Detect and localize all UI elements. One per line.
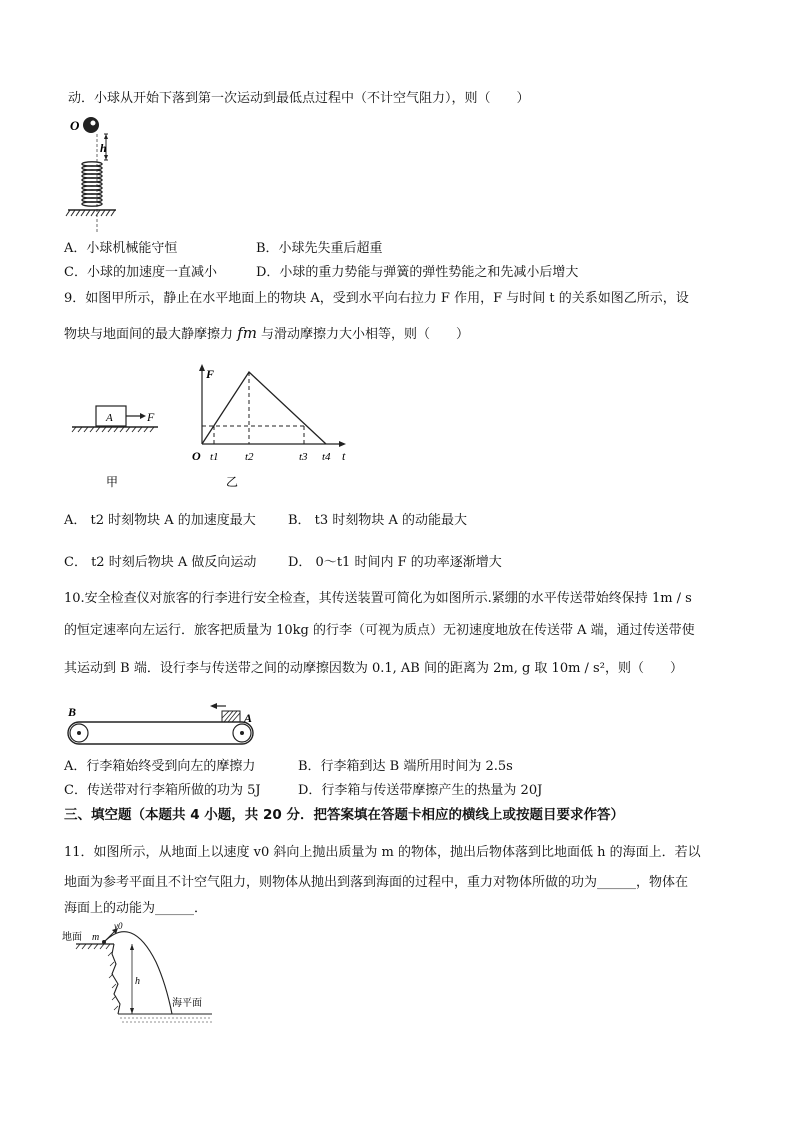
q8-stem-tail: 动．小球从开始下落到第一次运动到最低点过程中（不计空气阻力），则（ ） <box>68 91 530 106</box>
figure-yi <box>192 364 346 489</box>
figure-jia <box>72 406 158 489</box>
q10-option-b: B．行李箱到达 B 端所用时间为 2.5s <box>298 759 513 774</box>
svg-text:t4: t4 <box>322 451 331 463</box>
svg-text:地面: 地面 <box>62 932 82 943</box>
q10-line2: 的恒定速率向左运行．旅客把质量为 10kg 的行李（可视为质点）无初速度地放在传送带 A 端，通过传送带使 <box>64 623 695 638</box>
ball <box>83 117 99 133</box>
q9-option-c: C． t2 时刻后物块 A 做反向运动 <box>64 555 257 570</box>
svg-text:海平面: 海平面 <box>172 998 202 1009</box>
q10-conveyor-figure <box>64 698 264 754</box>
svg-text:t: t <box>342 449 346 463</box>
q9-line2 <box>64 324 469 344</box>
q9-line2-fm: fm <box>237 324 257 342</box>
svg-text:乙: 乙 <box>226 475 239 489</box>
q11-cliff-figure <box>62 922 222 1026</box>
q9-option-a: A． t2 时刻物块 A 的加速度最大 <box>64 513 256 528</box>
svg-text:A: A <box>106 412 113 424</box>
section3-heading: 三、填空题（本题共 4 小题，共 20 分．把答案填在答题卡相应的横线上或按题目要求作答） <box>64 807 624 823</box>
q9-line1: 9．如图甲所示，静止在水平地面上的物块 A，受到水平向右拉力 F 作用，F 与时间 t 的关系如图乙所示，设 <box>64 291 689 306</box>
svg-text:v0: v0 <box>114 922 123 931</box>
q11-line1: 11．如图所示，从地面上以速度 v0 斜向上抛出质量为 m 的物体，抛出后物体落到比地面低 h 的海面上．若以 <box>64 845 701 860</box>
q8-option-b: B．小球先失重后超重 <box>256 241 383 256</box>
q8-spring-figure <box>64 112 134 232</box>
q11-line3: 海面上的动能为______． <box>64 901 208 916</box>
q10-option-d: D．行李箱与传送带摩擦产生的热量为 20J <box>298 783 543 798</box>
q9-option-d: D． 0～t1 时间内 F 的功率逐渐增大 <box>288 555 502 570</box>
q10-option-a: A．行李箱始终受到向左的摩擦力 <box>64 759 256 774</box>
svg-text:甲: 甲 <box>106 475 119 489</box>
q10-line3: 其运动到 B 端．设行李与传送带之间的动摩擦因数为 0.1, AB 间的距离为 2m, g 取 10m / s²，则（ ） <box>64 661 683 676</box>
q9-line2-b: 与滑动摩擦力大小相等，则（ ） <box>256 327 470 342</box>
q9-option-b: B． t3 时刻物块 A 的动能最大 <box>288 513 467 528</box>
q9-line2-a: 物块与地面间的最大静摩擦力 <box>64 327 238 342</box>
spring <box>82 162 102 206</box>
svg-text:F: F <box>147 410 155 424</box>
q8-option-d: D．小球的重力势能与弹簧的弹性势能之和先减小后增大 <box>256 265 579 280</box>
svg-text:F: F <box>206 367 215 381</box>
svg-text:h: h <box>135 976 140 987</box>
svg-text:t2: t2 <box>245 451 254 463</box>
q8-option-a: A．小球机械能守恒 <box>64 241 178 256</box>
svg-text:t1: t1 <box>210 451 219 463</box>
q9-figures <box>66 364 366 494</box>
q11-line2: 地面为参考平面且不计空气阻力，则物体从抛出到落到海面的过程中，重力对物体所做的功为______，物体在 <box>64 875 689 890</box>
svg-text:m: m <box>92 932 100 943</box>
svg-text:B: B <box>68 705 77 719</box>
svg-text:A: A <box>244 711 253 725</box>
q8-option-c: C．小球的加速度一直减小 <box>64 265 217 280</box>
label-h: h <box>100 141 107 155</box>
label-o: O <box>70 118 80 133</box>
svg-text:O: O <box>192 449 201 463</box>
q10-option-c: C．传送带对行李箱所做的功为 5J <box>64 783 261 798</box>
q10-line1: 10.安全检查仪对旅客的行李进行安全检查，其传送装置可简化为如图所示.紧绷的水平传送带始终保持 1m / s <box>64 591 692 606</box>
svg-text:t3: t3 <box>299 451 308 463</box>
